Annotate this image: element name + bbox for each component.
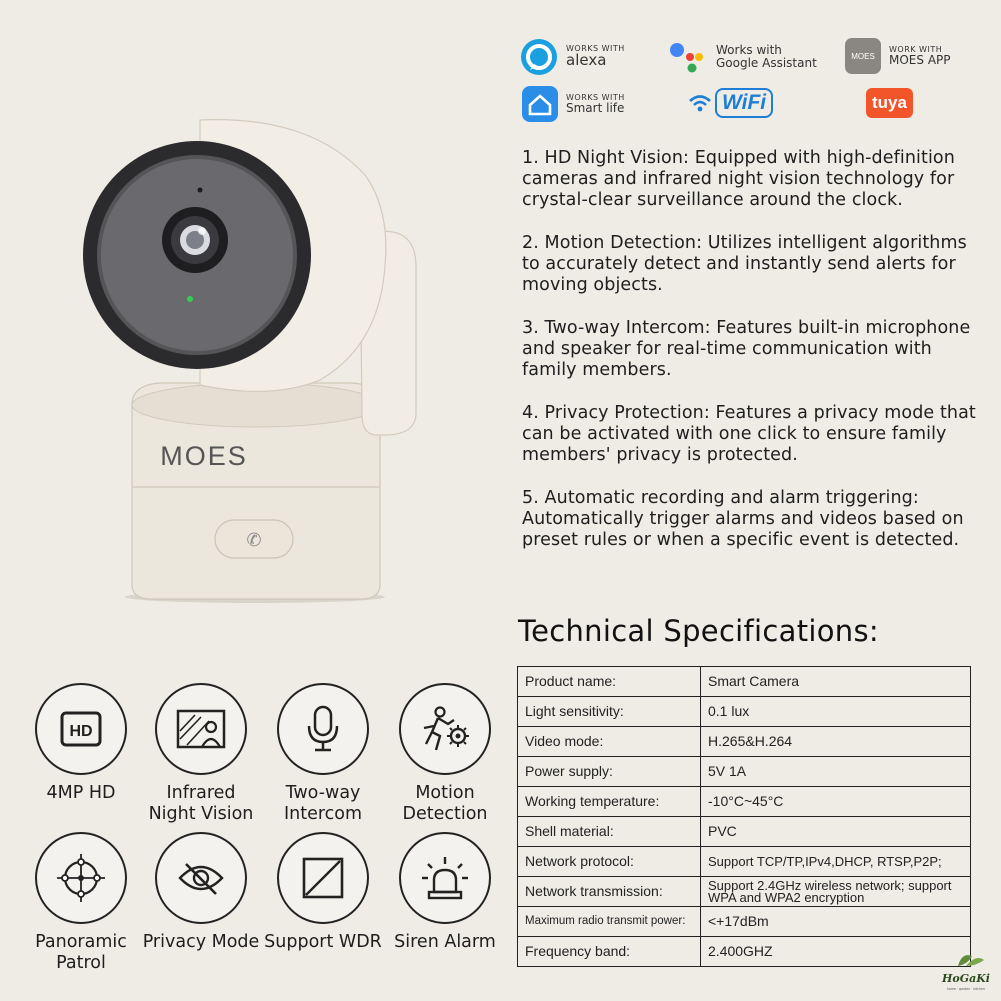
table-row: [518, 817, 971, 847]
feature-infrared-night-vision: [142, 683, 260, 825]
spec-key: Power supply:: [518, 757, 701, 787]
feature-label: Privacy Mode: [142, 932, 260, 952]
alexa-badge: [520, 38, 625, 76]
spec-value: Smart Camera: [701, 667, 971, 697]
feature-label: Infrared Night Vision: [148, 783, 254, 824]
smart-life-badge: [522, 86, 625, 122]
table-row: [518, 757, 971, 787]
smart-life-label: Smart life: [566, 100, 625, 115]
feature-siren-alarm: [386, 832, 504, 953]
feature-label: Support WDR: [264, 932, 382, 952]
svg-text:HD: HD: [69, 723, 93, 740]
spec-key: Network transmission:: [518, 877, 701, 907]
spec-value: 5V 1A: [701, 757, 971, 787]
spec-key: Light sensitivity:: [518, 697, 701, 727]
siren-alarm-icon: [420, 854, 470, 902]
spec-value: 2.400GHZ: [701, 937, 971, 967]
moes-app-label: MOES APP: [889, 52, 951, 67]
feature-label: Panoramic Patrol: [35, 932, 127, 973]
table-row: [518, 937, 971, 967]
privacy-mode-icon: [176, 858, 226, 898]
specs-title: Technical Specifications:: [518, 614, 879, 648]
wifi-label: WiFi: [715, 88, 773, 118]
hd-icon: [59, 709, 103, 749]
spec-value: H.265&H.264: [701, 727, 971, 757]
alexa-icon: [520, 38, 558, 76]
feature-hd-night-vision: 1. HD Night Vision: Equipped with high-definition cameras and infrared night vision technology for crystal-clear surveillance around the clock.: [522, 148, 955, 210]
google-assistant-badge: [668, 40, 817, 74]
spec-key: Working temperature:: [518, 787, 701, 817]
table-row: [518, 697, 971, 727]
camera-brand-text: MOES: [160, 441, 248, 471]
table-row: [518, 787, 971, 817]
specs-table: [517, 666, 971, 967]
motion-detection-icon: [418, 704, 472, 754]
wifi-signal-icon: [688, 92, 712, 114]
table-row: [518, 907, 971, 937]
table-row: [518, 877, 971, 907]
feature-motion-detection: 2. Motion Detection: Utilizes intelligent algorithms to accurately detect and instantly send alerts for moving objects.: [522, 233, 967, 295]
google-assistant-label: Google Assistant: [716, 56, 817, 70]
microphone-icon: [303, 704, 343, 754]
feature-auto-recording: 5. Automatic recording and alarm triggering: Automatically trigger alarms and videos based on preset rules or when a specific event is detected.: [522, 488, 964, 550]
feature-privacy-protection: 4. Privacy Protection: Features a privacy mode that can be activated with one click to ensure family members' privacy is protected.: [522, 403, 976, 465]
feature-panoramic-patrol: [22, 832, 140, 974]
feature-two-way-intercom: 3. Two-way Intercom: Features built-in microphone and speaker for real-time communication with family members.: [522, 318, 971, 380]
moes-app-icon: [845, 38, 881, 74]
google-works-with: Works with: [716, 43, 782, 58]
spec-value: 0.1 lux: [701, 697, 971, 727]
tuya-badge: [866, 88, 913, 118]
spec-value: -10°C~45°C: [701, 787, 971, 817]
table-row: [518, 667, 971, 697]
feature-label: Two-way Intercom: [283, 783, 363, 824]
spec-value: Support 2.4GHz wireless network; support WPA and WPA2 encryption: [701, 877, 971, 907]
alexa-label: alexa: [566, 51, 607, 70]
infrared-night-vision-icon: [175, 707, 227, 751]
spec-value: PVC: [701, 817, 971, 847]
svg-text:home · garden · kitchen: home · garden · kitchen: [946, 987, 986, 991]
alexa-works-with: WORKS WITH: [566, 43, 625, 53]
feature-label: Motion Detection: [402, 783, 488, 824]
spec-key: Video mode:: [518, 727, 701, 757]
spec-key: Frequency band:: [518, 937, 701, 967]
panoramic-patrol-icon: [55, 852, 107, 904]
feature-list: [522, 148, 982, 573]
moes-app-badge: [845, 38, 951, 74]
spec-key: Product name:: [518, 667, 701, 697]
feature-4mp-hd: [22, 683, 140, 804]
feature-two-way-intercom: [264, 683, 382, 825]
smart-life-works-with: WORKS WITH: [566, 92, 625, 102]
tuya-logo: tuya: [866, 88, 913, 118]
spec-key: Maximum radio transmit power:: [518, 907, 701, 937]
svg-text:✆: ✆: [246, 530, 262, 551]
moes-work-with: WORK WITH: [889, 44, 943, 54]
wdr-icon: [300, 855, 346, 901]
feature-support-wdr: [264, 832, 382, 953]
spec-value: <+17dBm: [701, 907, 971, 937]
google-assistant-icon: [668, 40, 708, 74]
smart-life-icon: [522, 86, 558, 122]
hogaki-watermark-logo: [938, 950, 994, 996]
table-row: [518, 847, 971, 877]
feature-label: 4MP HD: [46, 783, 116, 803]
feature-privacy-mode: [142, 832, 260, 953]
spec-key: Network protocol:: [518, 847, 701, 877]
wifi-badge: [688, 88, 773, 118]
camera-illustration: [80, 115, 430, 605]
spec-key: Shell material:: [518, 817, 701, 847]
spec-value: Support TCP/TP,IPv4,DHCP, RTSP,P2P;: [701, 847, 971, 877]
feature-motion-detection: [386, 683, 504, 825]
svg-text:MOES: MOES: [851, 52, 875, 61]
feature-label: Siren Alarm: [394, 932, 496, 952]
svg-text:HoGaKi: HoGaKi: [942, 972, 990, 985]
table-row: [518, 727, 971, 757]
